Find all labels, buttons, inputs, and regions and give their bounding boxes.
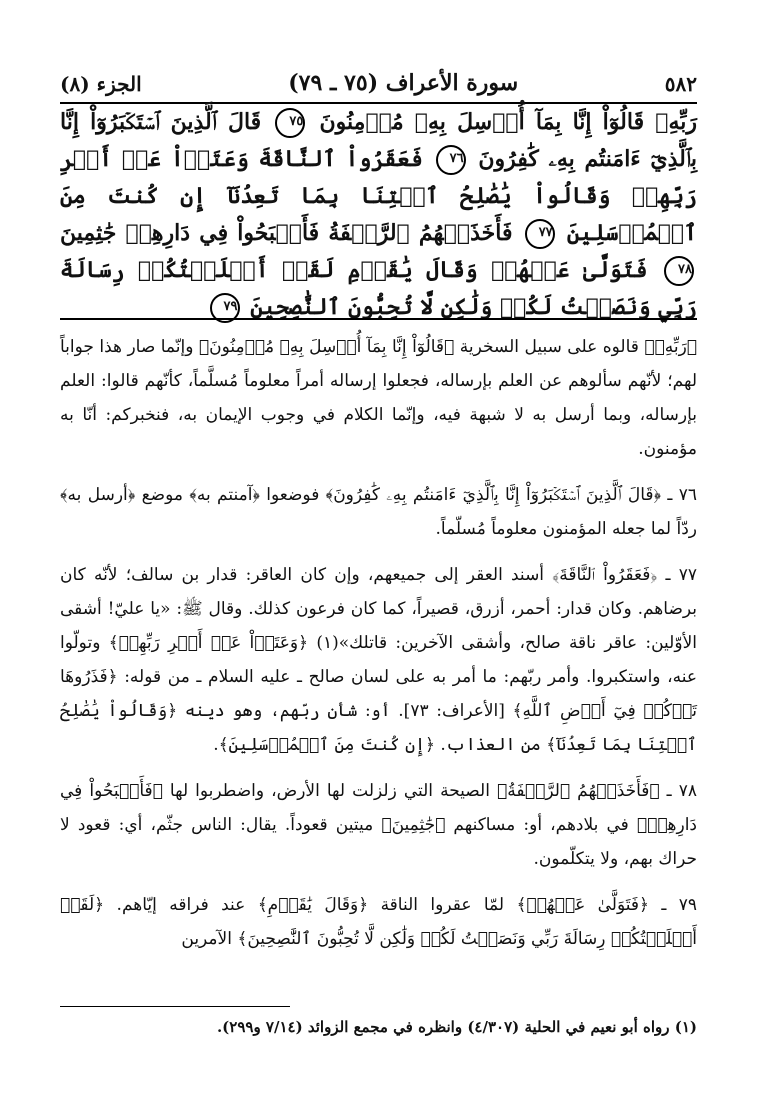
verse-segment: رَبِّهِۦ قَالُوٓاْ إِنَّا بِمَآ أُرۡسِلَ بِهِۦ مُؤۡمِنُونَ bbox=[319, 109, 697, 135]
verse-segment: فَتَوَلَّىٰ عَنۡهُمۡ وَقَالَ يَٰقَوۡمِ لَقَدۡ أَبۡلَغۡتُكُمۡ رِسَالَةَ رَبِّي وَنَصَحۡتُ لَكُمۡ وَلَٰكِن لَّا تُحِبُّونَ ٱلنَّٰصِحِينَ bbox=[60, 257, 697, 320]
page-header bbox=[60, 56, 697, 104]
tafsir-paragraph: ٧٧ ـ ﴿فَعَقَرُواْ ٱلنَّاقَةَ﴾ أسند العقر إلى جميعهم، وإن كان العاقر: قدار بن سالف؛ لأنّه كان برضاهم. وكان قدار: أحمر، أزرق، قصيراً، كما كان فرعون كذلك. وقال ﷺ: «يا عليّ! أشقى الأوّلين: عاقر ناقة صالح، وأشقى الآخرين: قاتلك»(١) ﴿وَعَتَوۡاْ عَنۡ أَمۡرِ رَبِّهِمۡ﴾ وتولّوا عنه، واستكبروا. وأمر ربّهم: ما أمر به على لسان صالح ـ عليه السلام ـ من قوله: ﴿فَذَرُوهَا تَأۡكُلۡ فِيٓ أَرۡضِ ٱللَّهِ﴾ [الأعراف: ٧٣]. أو: شأن ربّهم، وهو دينه ﴿وَقَالُواْ يَٰصَٰلِحُ ٱئۡتِنَا بِمَا تَعِدُنَآ﴾ من العذاب. ﴿إِن كُنتَ مِنَ ٱلۡمُرۡسَلِينَ﴾. bbox=[60, 565, 697, 755]
tafsir-paragraph: ٧٦ ـ ﴿قَالَ ٱلَّذِينَ ٱسۡتَكۡبَرُوٓاْ إِنَّا بِٱلَّذِيٓ ءَامَنتُم بِهِۦ كَٰفِرُونَ﴾ فوضعوا ﴿آمنتم به﴾ موضع ﴿أرسل به﴾ ردّاً لما جعله المؤمنون معلوماً مُسلّماً. bbox=[60, 485, 697, 539]
tafsir-commentary bbox=[60, 330, 697, 980]
tafsir-paragraph: ٧٩ ـ ﴿فَتَوَلَّىٰ عَنۡهُمۡ﴾ لمّا عقروا الناقة ﴿وَقَالَ يَٰقَوۡمِ﴾ عند فراقه إيّاهم. ﴿لَقَدۡ أَبۡلَغۡتُكُمۡ رِسَالَةَ رَبِّي وَنَصَحۡتُ لَكُمۡ وَلَٰكِن لَّا تُحِبُّونَ ٱلنَّٰصِحِينَ﴾ الآمرين bbox=[60, 895, 697, 949]
ayah-number-marker: ٧٥ bbox=[275, 108, 305, 138]
section-divider bbox=[60, 318, 697, 320]
verse-segment: قَالَ ٱلَّذِينَ ٱسۡتَكۡبَرُوٓاْ إِنَّا بِٱلَّذِيٓ ءَامَنتُم بِهِۦ كَٰفِرُونَ bbox=[60, 109, 697, 172]
verse-segment: فَأَخَذَتۡهُمُ ٱلرَّجۡفَةُ فَأَصۡبَحُواْ فِي دَارِهِمۡ جَٰثِمِينَ bbox=[60, 220, 513, 246]
ayah-number-marker: ٧٨ bbox=[664, 256, 694, 286]
surah-title: سورة الأعراف (٧٥ ـ ٧٩) bbox=[288, 70, 519, 96]
ayah-number-marker: ٧٧ bbox=[525, 219, 555, 249]
footnote: (١) رواه أبو نعيم في الحلية (٤/٣٠٧) وانظره في مجمع الزوائد (٧/١٤ و٢٩٩). bbox=[216, 1018, 697, 1036]
ayah-number-marker: ٧٦ bbox=[436, 145, 466, 175]
tafsir-paragraph: ﴿رَبِّهِۦ﴾ قالوه على سبيل السخرية ﴿قَالُوٓاْ إِنَّا بِمَآ أُرۡسِلَ بِهِۦ مُؤۡمِنُونَ﴾ وإنّما صار هذا جواباً لهم؛ لأنّهم سألوهم عن العلم بإرساله، فجعلوا إرساله أمراً معلوماً مُسلَّماً، كأنّهم قالوا: العلم بإرساله، وبما أرسل به لا شبهة فيه، وإنّما الكلام في وجوب الإيمان به، فنخبركم: أنّا به مؤمنون. bbox=[60, 337, 697, 459]
quran-verses bbox=[60, 104, 697, 320]
tafsir-paragraph: ٧٨ ـ ﴿فَأَخَذَتۡهُمُ ٱلرَّجۡفَةُ﴾ الصيحة التي زلزلت لها الأرض، واضطربوا لها ﴿فَأَصۡبَحُواْ فِي دَارِهِمۡ﴾ في بلادهم، أو: مساكنهم ﴿جَٰثِمِينَ﴾ ميتين قعوداً. يقال: الناس جثّم، أي: قعود لا حراك بهم، ولا يتكلّمون. bbox=[60, 781, 697, 869]
page-number: ٥٨٢ bbox=[664, 72, 697, 96]
ayah-number-marker: ٧٩ bbox=[210, 293, 240, 323]
juz-label: الجزء (٨) bbox=[60, 72, 142, 96]
footnote-divider bbox=[60, 1006, 290, 1007]
verse-segment: فَعَقَرُواْ ٱلنَّاقَةَ وَعَتَوۡاْ عَنۡ أَمۡرِ رَبِّهِمۡ وَقَالُواْ يَٰصَٰلِحُ ٱئۡتِنَا بِمَا تَعِدُنَآ إِن كُنتَ مِنَ ٱلۡمُرۡسَلِينَ bbox=[60, 146, 697, 246]
